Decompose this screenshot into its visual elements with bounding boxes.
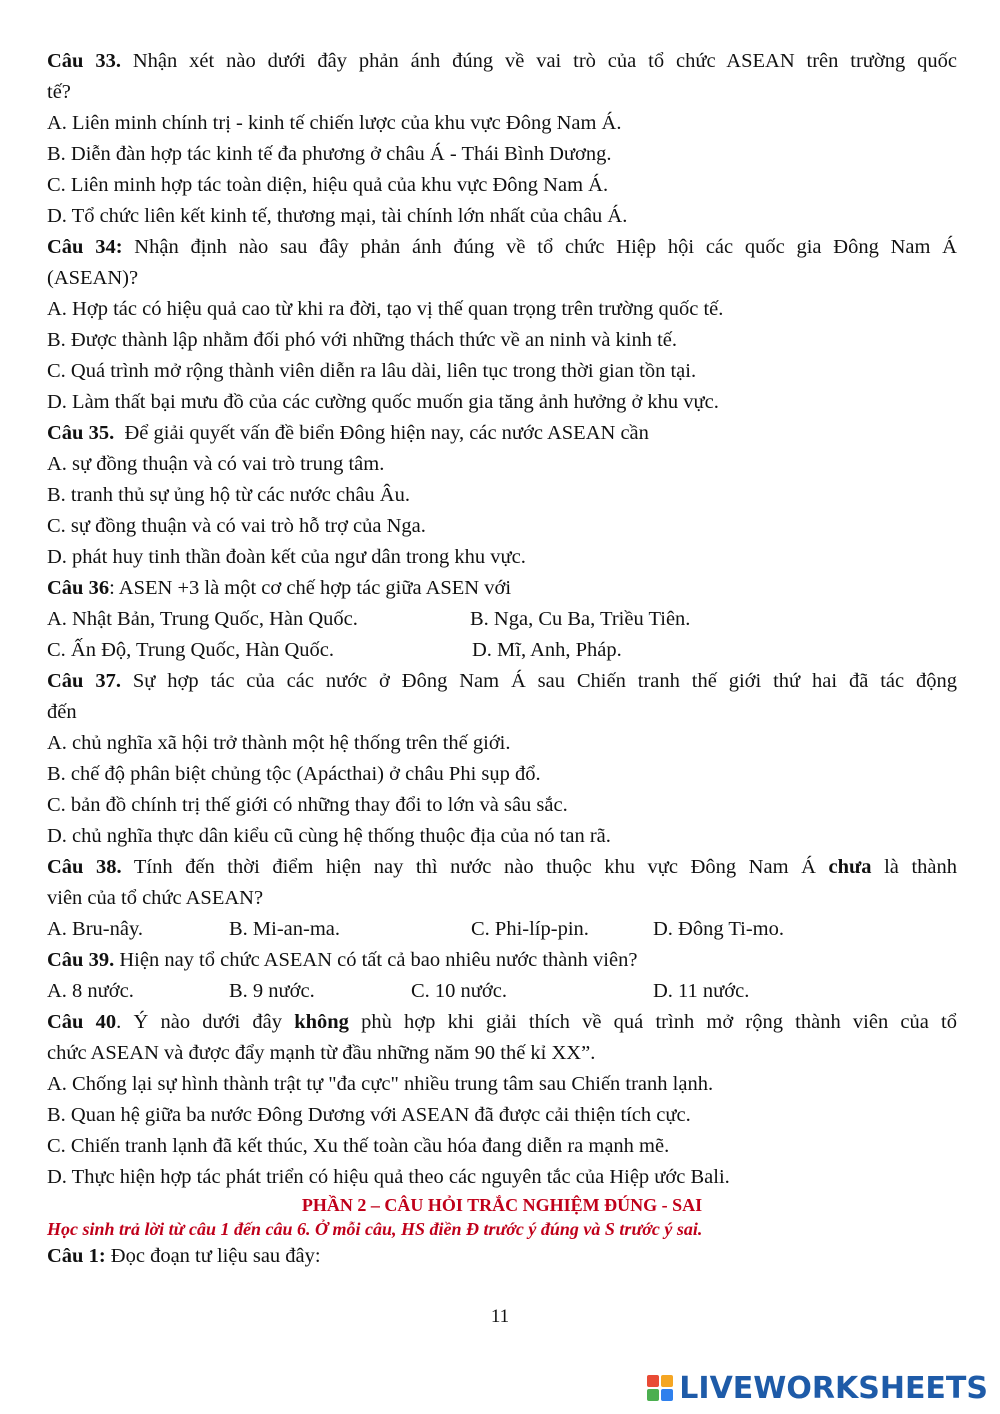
option-b: B. Quan hệ giữa ba nước Đông Dương với ASEAN đã được cải thiện tích cực. [47, 1104, 691, 1126]
question-stem: Câu 40. Ý nào dưới đây không phù hợp khi giải thích về quá trình mở rộng thành viên của tổ [47, 1011, 957, 1033]
option-d: D. Mĩ, Anh, Pháp. [472, 639, 622, 661]
page-number: 11 [490, 1306, 510, 1327]
emphasis-word: chưa [828, 856, 872, 878]
option-c: C. Ấn Độ, Trung Quốc, Hàn Quốc. [47, 639, 334, 661]
liveworksheets-logo-icon [647, 1375, 673, 1401]
option-d: D. 11 nước. [653, 980, 750, 1002]
question-40 [47, 1007, 957, 1193]
question-label: Câu 40 [47, 1011, 117, 1033]
option-d: D. phát huy tinh thần đoàn kết của ngư dân trong khu vực. [47, 546, 526, 568]
question-stem-cont: viên của tổ chức ASEAN? [47, 887, 264, 909]
question-label: Câu 37. [47, 670, 121, 692]
option-a: A. Bru-nây. [47, 918, 144, 940]
options-row [47, 914, 957, 945]
question-stem-cont: chức ASEAN và được đẩy mạnh từ đầu những năm 90 thế kỉ XX”. [47, 1042, 596, 1064]
section-2 [47, 1193, 957, 1272]
question-34 [47, 232, 957, 418]
option-c: C. Quá trình mở rộng thành viên diễn ra lâu dài, liên tục trong thời gian tồn tại. [47, 360, 697, 382]
question-stem: Câu 36: ASEN +3 là một cơ chế hợp tác giữa ASEN với [47, 577, 512, 599]
question-stem: Câu 38. Tính đến thời điểm hiện nay thì nước nào thuộc khu vực Đông Nam Á chưa là thành [47, 856, 957, 878]
option-b: B. Diễn đàn hợp tác kinh tế đa phương ở châu Á - Thái Bình Dương. [47, 143, 612, 165]
question-stem: Câu 35. Để giải quyết vấn đề biển Đông hiện nay, các nước ASEAN cần [47, 422, 649, 444]
option-d: D. Làm thất bại mưu đồ của các cường quốc muốn gia tăng ảnh hưởng ở khu vực. [47, 391, 719, 413]
option-b: B. 9 nước. [229, 980, 315, 1002]
question-label: Câu 34: [47, 236, 123, 258]
question-label: Câu 1: [47, 1245, 106, 1267]
question-label: Câu 33. [47, 50, 121, 72]
option-d: D. Tổ chức liên kết kinh tế, thương mại, tài chính lớn nhất của châu Á. [47, 205, 628, 227]
option-d: D. chủ nghĩa thực dân kiểu cũ cùng hệ thống thuộc địa của nó tan rã. [47, 825, 611, 847]
question-stem-cont: đến [47, 701, 77, 723]
option-c: C. Phi-líp-pin. [471, 918, 589, 940]
liveworksheets-brand[interactable] [647, 1370, 988, 1406]
question-label: Câu 36 [47, 577, 110, 599]
option-b: B. chế độ phân biệt chủng tộc (Apácthai) ở châu Phi sụp đổ. [47, 763, 541, 785]
question-stem: Câu 39. Hiện nay tổ chức ASEAN có tất cả bao nhiêu nước thành viên? [47, 949, 638, 971]
option-b: B. Mi-an-ma. [229, 918, 341, 940]
options-row [47, 976, 957, 1007]
emphasis-word: không [294, 1011, 349, 1033]
option-a: A. sự đồng thuận và có vai trò trung tâm. [47, 453, 385, 475]
option-c: C. Liên minh hợp tác toàn diện, hiệu quả của khu vực Đông Nam Á. [47, 174, 609, 196]
option-a: A. Nhật Bản, Trung Quốc, Hàn Quốc. [47, 608, 358, 630]
question-label: Câu 35. [47, 422, 115, 444]
option-d: D. Thực hiện hợp tác phát triển có hiệu quả theo các nguyên tắc của Hiệp ước Bali. [47, 1166, 730, 1188]
worksheet-page [47, 46, 957, 1272]
question-label: Câu 38. [47, 856, 122, 878]
option-a: A. 8 nước. [47, 980, 134, 1002]
brand-name: LIVEWORKSHEETS [679, 1370, 988, 1406]
option-d: D. Đông Ti-mo. [653, 918, 785, 940]
question-stem-cont: (ASEAN)? [47, 267, 139, 289]
question-stem: Câu 34: Nhận định nào sau đây phản ánh đúng về tổ chức Hiệp hội các quốc gia Đông Nam Á [47, 236, 957, 258]
question-35 [47, 418, 957, 573]
question-stem: Câu 37. Sự hợp tác của các nước ở Đông Nam Á sau Chiến tranh thế giới thứ hai đã tác động [47, 670, 957, 692]
option-b: B. Được thành lập nhằm đối phó với những thách thức về an ninh và kinh tế. [47, 329, 678, 351]
section-question-1: Câu 1: Đọc đoạn tư liệu sau đây: [47, 1245, 321, 1267]
option-c: C. Chiến tranh lạnh đã kết thúc, Xu thế toàn cầu hóa đang diễn ra mạnh mẽ. [47, 1135, 670, 1157]
options-row [47, 635, 957, 666]
question-39 [47, 945, 957, 1007]
option-b: B. Nga, Cu Ba, Triều Tiên. [470, 608, 691, 630]
question-36 [47, 573, 957, 666]
option-c: C. bản đồ chính trị thế giới có những thay đổi to lớn và sâu sắc. [47, 794, 568, 816]
option-c: C. 10 nước. [411, 980, 507, 1002]
options-row [47, 604, 957, 635]
option-c: C. sự đồng thuận và có vai trò hỗ trợ của Nga. [47, 515, 426, 537]
section-title: PHẦN 2 – CÂU HỎI TRẮC NGHIỆM ĐÚNG - SAI [301, 1195, 703, 1215]
option-a: A. Chống lại sự hình thành trật tự "đa cực" nhiều trung tâm sau Chiến tranh lạnh. [47, 1073, 714, 1095]
question-stem: Câu 33. Nhận xét nào dưới đây phản ánh đúng về vai trò của tổ chức ASEAN trên trường quốc [47, 50, 957, 72]
option-b: B. tranh thủ sự ủng hộ từ các nước châu Âu. [47, 484, 410, 506]
option-a: A. chủ nghĩa xã hội trở thành một hệ thống trên thế giới. [47, 732, 511, 754]
question-38 [47, 852, 957, 945]
question-stem-cont: tế? [47, 81, 71, 103]
question-37 [47, 666, 957, 852]
option-a: A. Liên minh chính trị - kinh tế chiến lược của khu vực Đông Nam Á. [47, 112, 622, 134]
question-33 [47, 46, 957, 232]
option-a: A. Hợp tác có hiệu quả cao từ khi ra đời, tạo vị thế quan trọng trên trường quốc tế. [47, 298, 724, 320]
section-instruction: Học sinh trả lời từ câu 1 đến câu 6. Ở mỗi câu, HS điền Đ trước ý đúng và S trước ý sai. [47, 1219, 703, 1239]
question-label: Câu 39. [47, 949, 115, 971]
